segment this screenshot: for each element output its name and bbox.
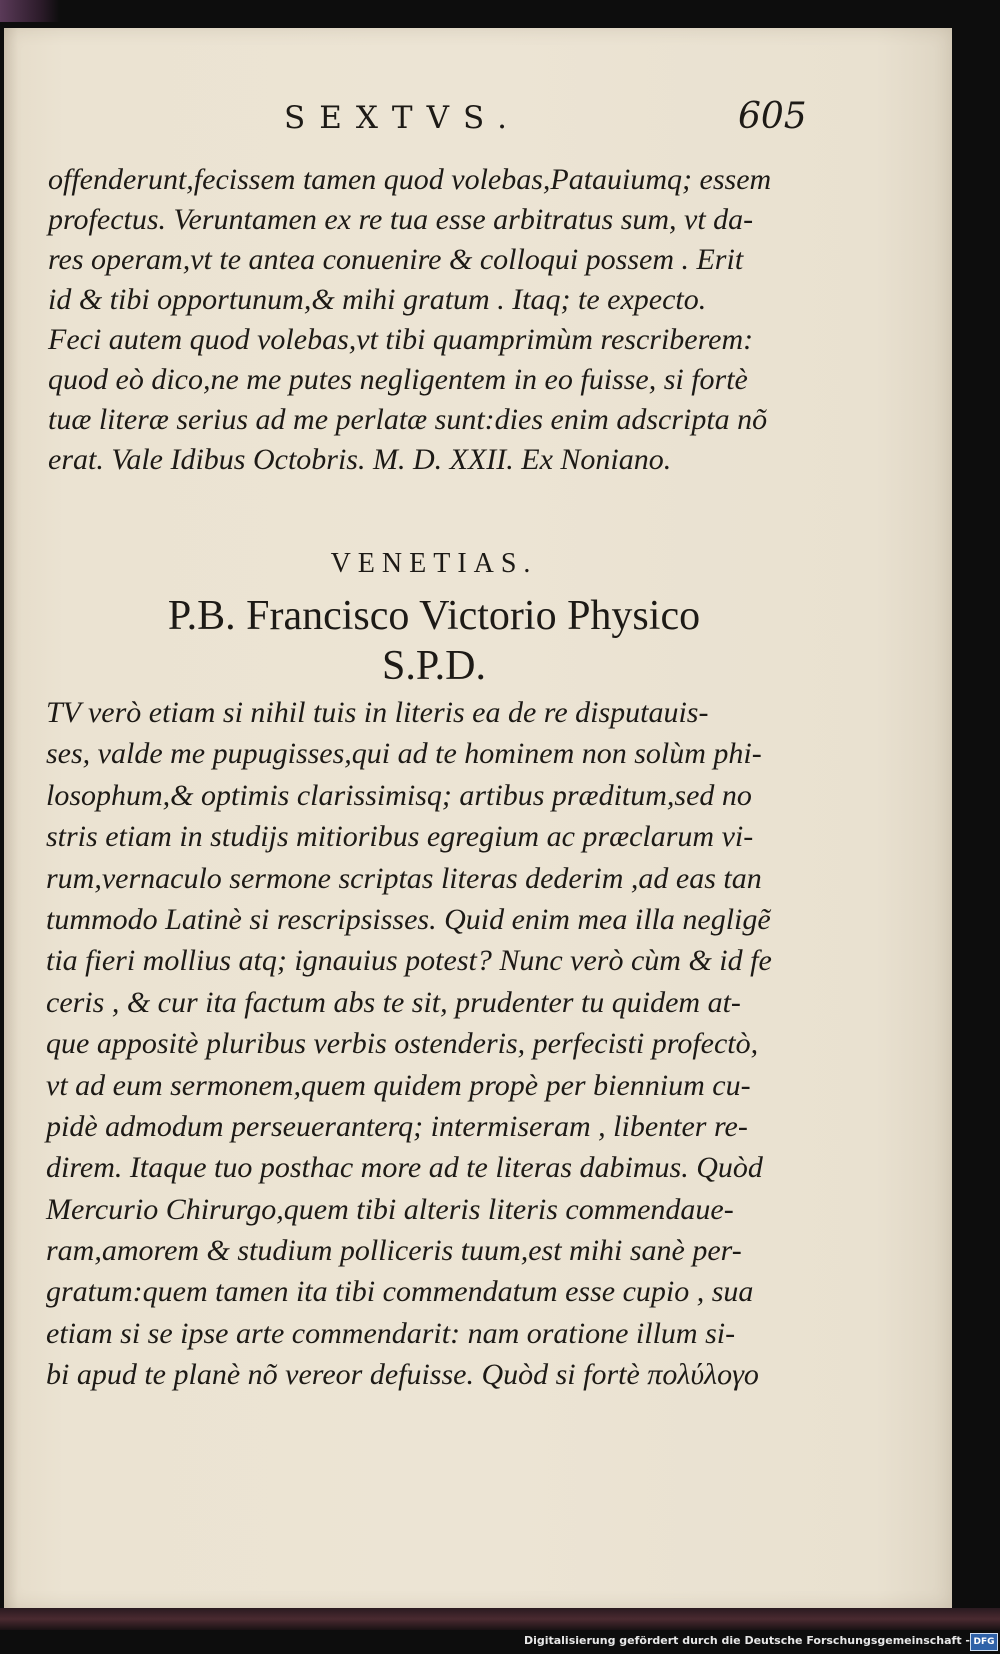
letter-salutation-greeting: S.P.D. <box>382 643 486 689</box>
text-line: que appositè pluribus verbis ostenderis, perfecisti profectò, <box>46 1027 759 1061</box>
text-line: Mercurio Chirurgo,quem tibi alteris literis commendaue- <box>46 1192 734 1226</box>
text-line: direm. Itaque tuo posthac more ad te literas dabimus. Quòd <box>46 1151 763 1185</box>
text-line: losophum,& optimis clarissimisq; artibus præditum,sed no <box>46 778 752 812</box>
text-line: ceris , & cur ita factum abs te sit, prudenter tu quidem at- <box>46 985 741 1019</box>
dfg-logo-icon: DFG <box>970 1633 998 1651</box>
book-page <box>4 28 952 1608</box>
previous-letter-text <box>48 160 808 480</box>
text-line: pidè admodum perseueranterq; intermiseram , libenter re- <box>46 1109 748 1143</box>
page-header <box>4 86 952 146</box>
text-line: id & tibi opportunum,& mihi gratum . Itaq; te expecto. <box>48 283 707 316</box>
funding-credit: Digitalisierung gefördert durch die Deutsche Forschungsgemeinschaft - <box>523 1634 970 1647</box>
running-head: SEXTVS. <box>284 100 521 136</box>
letter-destination: VENETIAS. <box>330 548 538 579</box>
text-line: etiam si se ipse arte commendarit: nam oratione illum si- <box>46 1316 736 1350</box>
text-line: erat. Vale Idibus Octobris. M. D. XXII. Ex Noniano. <box>48 443 672 476</box>
text-line: Feci autem quod volebas,vt tibi quamprimùm rescriberem: <box>48 323 754 356</box>
text-line: ram,amorem & studium polliceris tuum,est mihi sanè per- <box>46 1234 742 1268</box>
text-line: offenderunt,fecissem tamen quod volebas,Patauiumq; essem <box>48 163 772 196</box>
text-line: TV verò etiam si nihil tuis in literis ea de re disputauis- <box>46 696 709 729</box>
text-line: res operam,vt te antea conuenire & colloqui possem . Erit <box>48 243 744 276</box>
text-line: profectus. Veruntamen ex re tua esse arbitratus sum, vt da- <box>48 203 754 236</box>
page-number: 605 <box>738 96 807 137</box>
new-letter-text <box>46 692 816 1396</box>
text-line: tuæ literæ serius ad me perlatæ sunt:dies enim adscripta nõ <box>48 403 768 436</box>
text-line: bi apud te planè nõ vereor defuisse. Quòd si fortè πολύλογο <box>46 1358 759 1392</box>
text-line: tummodo Latinè si rescripsisses. Quid enim mea illa negligẽ <box>46 902 771 936</box>
text-line: stris etiam in studijs mitioribus egregium ac præclarum vi- <box>46 820 754 854</box>
text-line: ses, valde me pupugisses,qui ad te hominem non solùm phi- <box>46 737 762 771</box>
text-line: quod eò dico,ne me putes negligentem in eo fuisse, si fortè <box>48 363 748 396</box>
binding-edge <box>0 0 60 22</box>
page-bottom-edge <box>0 1608 1000 1630</box>
text-line: vt ad eum sermonem,quem quidem propè per biennium cu- <box>46 1068 751 1102</box>
text-line: rum,vernaculo sermone scriptas literas dederim ,ad eas tan <box>46 861 762 895</box>
letter-salutation: P.B. Francisco Victorio Physico <box>167 593 701 639</box>
text-line: gratum:quem tamen ita tibi commendatum esse cupio , sua <box>46 1275 754 1309</box>
text-line: tia fieri mollius atq; ignauius potest? Nunc verò cùm & id fe <box>46 944 772 978</box>
